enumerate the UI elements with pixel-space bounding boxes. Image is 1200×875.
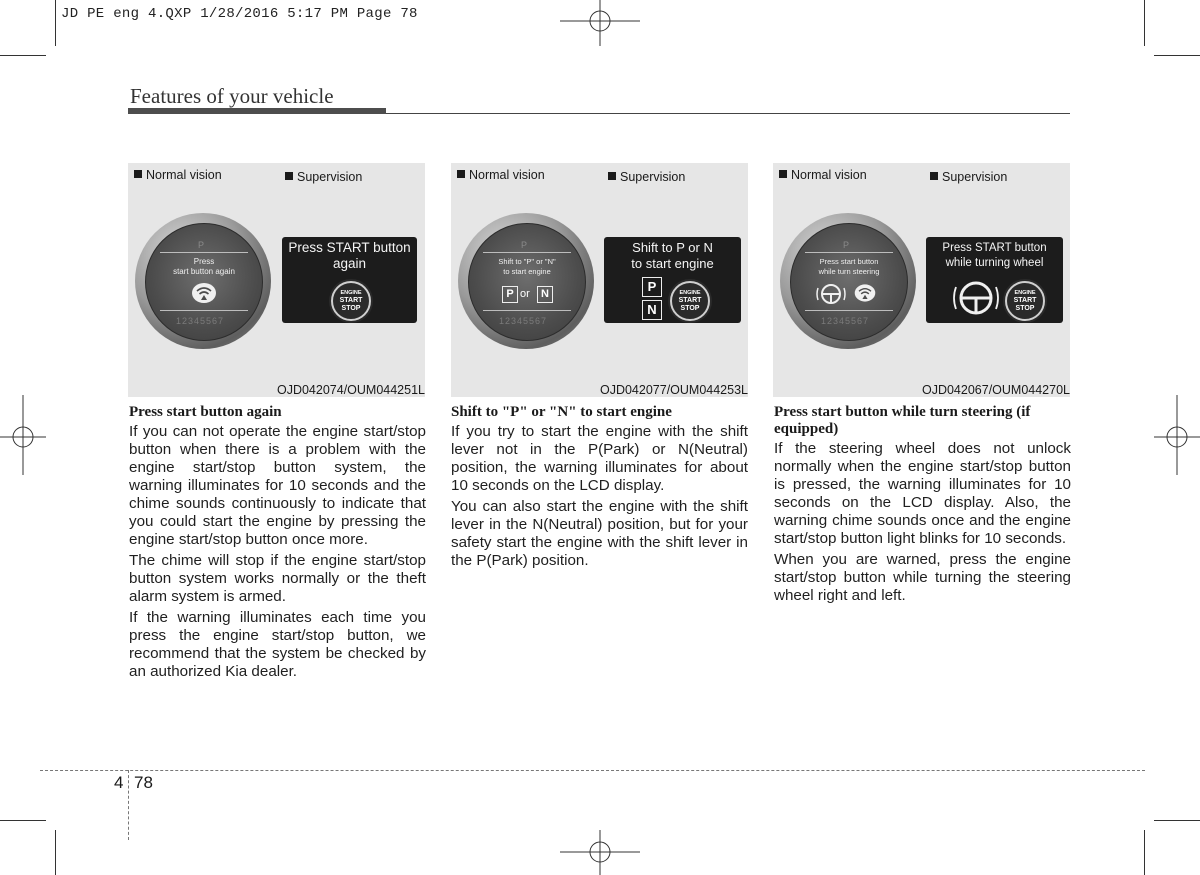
- column-press-start-again: [129, 404, 426, 684]
- figure-press-start-again: [128, 163, 425, 397]
- gauge-or-text: or: [520, 288, 530, 300]
- figure-code: OJD042067/OUM044270L: [921, 383, 1070, 397]
- cluster-gauge: P Press start button again 12345567: [135, 213, 271, 349]
- normal-vision-label: Normal vision: [457, 168, 545, 182]
- gear-n-icon: N: [642, 300, 662, 320]
- steering-wheel-icon: [815, 282, 847, 306]
- paragraph: If the warning illuminates each time you press the engine start/stop button, we recommend that the system be checked by an authorized Kia dealer.: [129, 609, 426, 680]
- key-fob-icon: [853, 283, 877, 303]
- footer-vertical-divider: [128, 770, 129, 840]
- gear-p-icon: P: [642, 277, 662, 297]
- lcd-display: Shift to P or N to start engine P N ENGINE START STOP: [604, 237, 741, 323]
- lcd-display: Press START button again ENGINE START STOP: [282, 237, 417, 323]
- column-heading: Press start button again: [129, 404, 282, 420]
- figure-shift-p-or-n: [451, 163, 748, 397]
- registration-mark-right: [1154, 395, 1200, 475]
- gear-n-icon: N: [537, 286, 553, 303]
- crop-mark: [1144, 0, 1145, 46]
- paragraph: The chime will stop if the engine start/stop button system works normally or the theft alarm system is armed.: [129, 552, 426, 605]
- paragraph: If you can not operate the engine start/stop button when there is a problem with the engine start/stop button system, the warning illuminates for 10 seconds and the chime sounds continuously to indicate that you could start the engine by pressing the engine start/stop button once more.: [129, 423, 426, 548]
- supervision-label: Supervision: [930, 170, 1007, 184]
- crop-mark: [0, 820, 46, 821]
- crop-mark: [55, 830, 56, 875]
- cluster-gauge: P Press start button while turn steering 12345567: [780, 213, 916, 349]
- gear-p-icon: P: [502, 286, 518, 303]
- column-shift-p-or-n: [451, 404, 748, 573]
- gauge-warning-text: Press start button again: [173, 257, 235, 276]
- figure-code: OJD042074/OUM044251L: [276, 383, 425, 397]
- column-turn-steering: [774, 404, 1071, 608]
- crop-mark: [1154, 820, 1200, 821]
- crop-mark: [0, 55, 46, 56]
- steering-wheel-icon: [950, 277, 1002, 319]
- normal-vision-label: Normal vision: [134, 168, 222, 182]
- gauge-warning-text: Press start button while turn steering: [818, 257, 880, 276]
- cluster-gauge: P Shift to "P" or "N" to start engine P or N 12345567: [458, 213, 594, 349]
- key-fob-icon: [190, 282, 218, 304]
- section-title: Features of your vehicle: [130, 84, 334, 108]
- paragraph: If the steering wheel does not unlock normally when the engine start/stop button is pressed, the warning illuminates for 10 seconds on the LCD display. Also, the warning chime sounds once and the engine start/stop button light blinks for 10 seconds.: [774, 440, 1071, 547]
- supervision-label: Supervision: [285, 170, 362, 184]
- registration-mark-left: [0, 395, 46, 475]
- paragraph: If you try to start the engine with the shift lever not in the P(Park) or N(Neutral) position, the warning illuminates for about 10 seconds on the LCD display.: [451, 423, 748, 494]
- page-number: 78: [134, 773, 153, 792]
- gauge-warning-text: Shift to "P" or "N" to start engine: [498, 257, 556, 276]
- lcd-display: Press START button while turning wheel ENGINE START STOP: [926, 237, 1063, 323]
- crop-mark: [1144, 830, 1145, 875]
- column-heading: Press start button while turn steering (if equipped): [774, 404, 1031, 437]
- registration-mark-bottom: [560, 830, 640, 875]
- header-rule-dark: [128, 108, 386, 114]
- normal-vision-label: Normal vision: [779, 168, 867, 182]
- supervision-label: Supervision: [608, 170, 685, 184]
- footer-divider: [40, 770, 1145, 771]
- figure-turn-steering: [773, 163, 1070, 397]
- crop-mark: [1154, 55, 1200, 56]
- figure-code: OJD042077/OUM044253L: [599, 383, 748, 397]
- column-heading: Shift to "P" or "N" to start engine: [451, 404, 672, 420]
- paragraph: You can also start the engine with the shift lever in the N(Neutral) position, but for your safety start the engine with the shift lever in the P(Park) position.: [451, 498, 748, 569]
- engine-start-stop-button-icon: ENGINE START STOP: [670, 281, 710, 321]
- chapter-number: 4: [114, 773, 124, 792]
- engine-start-stop-button-icon: ENGINE START STOP: [331, 281, 371, 321]
- crop-mark: [55, 0, 56, 46]
- paragraph: When you are warned, press the engine start/stop button while turning the steering wheel right and left.: [774, 551, 1071, 604]
- engine-start-stop-button-icon: ENGINE START STOP: [1005, 281, 1045, 321]
- print-header: JD PE eng 4.QXP 1/28/2016 5:17 PM Page 78: [61, 6, 418, 22]
- registration-mark-top: [560, 0, 640, 46]
- header-rule-thin: [386, 113, 1070, 114]
